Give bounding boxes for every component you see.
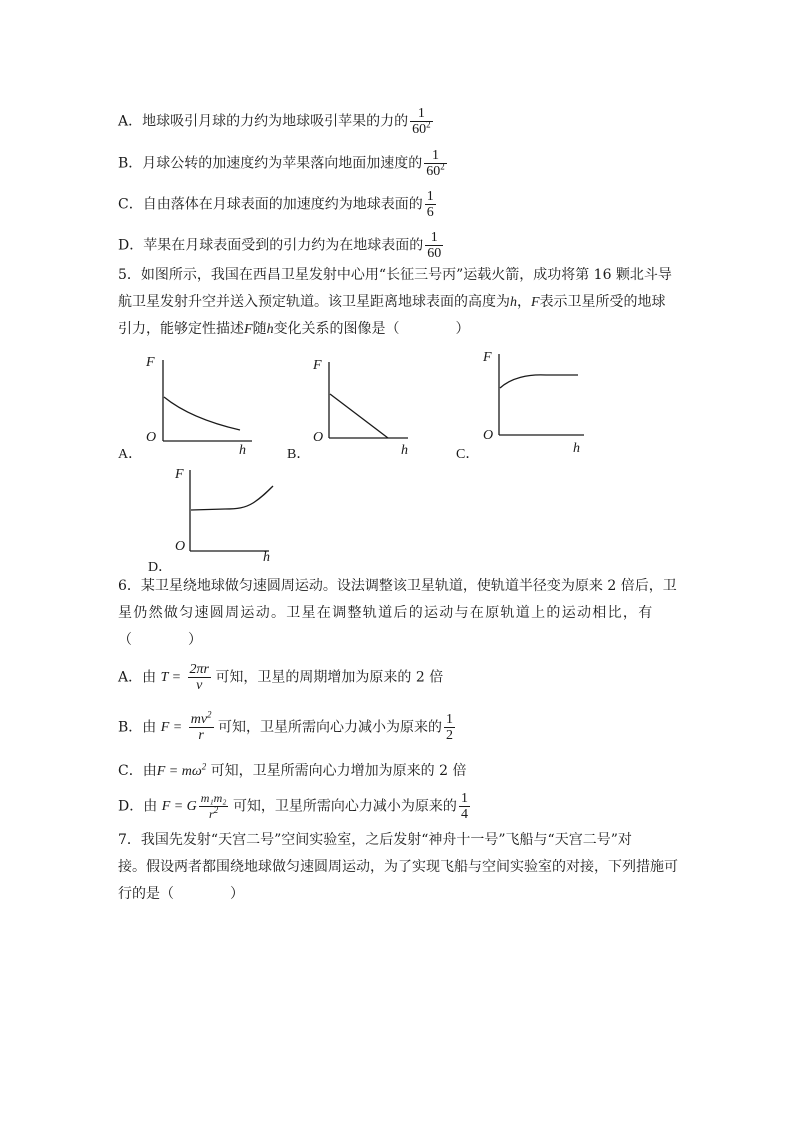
graph-a-curve xyxy=(164,397,240,430)
q5-stem xyxy=(118,262,678,343)
q4-option-c-text: C．自由落体在月球表面的加速度约为地球表面的 xyxy=(118,196,423,213)
q6-line-1: 6．某卫星绕地球做匀速圆周运动。设法调整该卫星轨道，使轨道半径变为原来 2 倍后，卫 xyxy=(118,578,677,594)
graph-b-plot xyxy=(326,362,426,450)
q4-option-c xyxy=(118,189,436,220)
q6-option-c-eq: F = mω xyxy=(156,764,202,779)
graph-c-option-label: C． xyxy=(456,447,480,462)
q5-line-3: 引力，能够定性描述F随h变化关系的图像是（ ） xyxy=(118,321,470,337)
graph-a-option-label: A． xyxy=(118,447,143,462)
q4-option-b xyxy=(118,148,447,179)
fraction-numerator: 1 xyxy=(432,148,440,163)
fraction-denominator: 60 xyxy=(427,246,442,261)
graph-a-x-label: h xyxy=(239,443,246,458)
graph-c-x-label: h xyxy=(573,441,580,456)
q4-option-d xyxy=(118,230,443,261)
q6-option-a: A．由 T = $\frac{2\pi r}{v}$ 可知，卫星的周期增加为原来的 2 倍 xyxy=(118,662,444,693)
q6-option-b: B．由 F = $\frac{mv^2}{r}$ 可知，卫星所需向心力减小为原来的 $\frac{1}{2}$ xyxy=(118,709,453,743)
graph-a-plot xyxy=(160,360,260,450)
graph-a-origin-label: O xyxy=(146,430,157,445)
graph-c-curve xyxy=(500,375,578,388)
q6-option-a-eq-lhs: T = xyxy=(160,669,182,685)
graph-c-y-label: F xyxy=(483,350,492,365)
q4-option-d-fraction xyxy=(425,230,443,261)
graph-b-x-label: h xyxy=(401,443,408,458)
q4-option-a-text: A．地球吸引月球的力约为地球吸引苹果的力的 xyxy=(118,113,409,130)
fraction-denominator: $60^2$ xyxy=(426,161,445,179)
q6-option-b-eq-fraction: $\frac{mv^2}{r}$ xyxy=(190,709,212,743)
q7-line-1: 7．我国先发射“天宫二号”空间实验室，之后发射“神舟十一号”飞船与“天宫二号”对 xyxy=(118,832,632,848)
q6-line-2: 星仍然做匀速圆周运动。卫星在调整轨道后的运动与在原轨道上的运动相比，有 xyxy=(118,605,654,621)
q6-option-c: C．由$F = m\omega^2$ 可知，卫星所需向心力增加为原来的 2 倍 xyxy=(118,761,467,779)
graph-d-y-label: F xyxy=(175,467,184,482)
q6-stem xyxy=(118,573,678,654)
graph-b-option-label: B． xyxy=(287,447,311,462)
graph-b-y-label: F xyxy=(313,358,322,373)
q4-option-b-fraction xyxy=(424,148,447,179)
fraction-numerator: 1 xyxy=(430,230,438,245)
graph-a-y-label: F xyxy=(146,355,155,370)
q7-line-2: 接。假设两者都围绕地球做匀速圆周运动，为了实现飞船与空间实验室的对接，下列措施可 xyxy=(118,859,678,875)
q6-option-d: D．由 F = G $\frac{\text{m₁m₂}}{r^2}$ 可知，卫星所需向心力减小为原来的 $\frac{1}{4}$ xyxy=(118,791,468,822)
q4-option-c-fraction xyxy=(425,189,436,220)
q4-option-b-text: B．月球公转的加速度约为苹果落向地面加速度的 xyxy=(118,155,423,172)
fraction-denominator: 6 xyxy=(426,205,434,220)
q6-option-a-fraction: $\frac{2\pi r}{v}$ xyxy=(189,662,209,693)
q4-option-a xyxy=(118,106,433,137)
q4-option-a-fraction xyxy=(410,106,433,137)
graph-c-plot xyxy=(496,354,596,444)
q6-option-b-eq-lhs: F = xyxy=(160,719,183,735)
q6-line-3: （ ） xyxy=(118,632,202,648)
graph-d-plot xyxy=(187,470,287,560)
q6-option-d-fraction: $\frac{1}{4}$ xyxy=(460,791,468,822)
graph-d-curve xyxy=(191,486,273,510)
q5-line-2: 航卫星发射升空并送入预定轨道。该卫星距离地球表面的高度为h，F表示卫星所受的地球 xyxy=(118,294,666,310)
q7-stem xyxy=(118,827,678,908)
q6-option-d-eq-lhs: F = G xyxy=(161,798,197,814)
graph-d-x-label: h xyxy=(263,550,270,565)
q5-line-1: 5．如图所示，我国在西昌卫星发射中心用“长征三号丙”运载火箭，成功将第 16 颗北斗导 xyxy=(118,267,672,283)
fraction-numerator: 1 xyxy=(426,189,434,204)
q4-option-d-text: D．苹果在月球表面受到的引力约为在地球表面的 xyxy=(118,237,424,254)
graph-d-option-label: D． xyxy=(148,560,173,575)
q6-option-d-eq-fraction: $\frac{\text{m₁m₂}}{r^2}$ xyxy=(200,791,227,821)
fraction-denominator: $60^2$ xyxy=(412,119,431,137)
q7-line-3: 行的是（ ） xyxy=(118,886,244,902)
graph-b-origin-label: O xyxy=(313,430,324,445)
graph-b-line xyxy=(330,394,388,438)
graph-c-origin-label: O xyxy=(483,428,494,443)
fraction-numerator: 1 xyxy=(417,106,425,121)
graph-d-origin-label: O xyxy=(175,539,186,554)
q6-option-b-fraction: $\frac{1}{2}$ xyxy=(445,712,453,743)
